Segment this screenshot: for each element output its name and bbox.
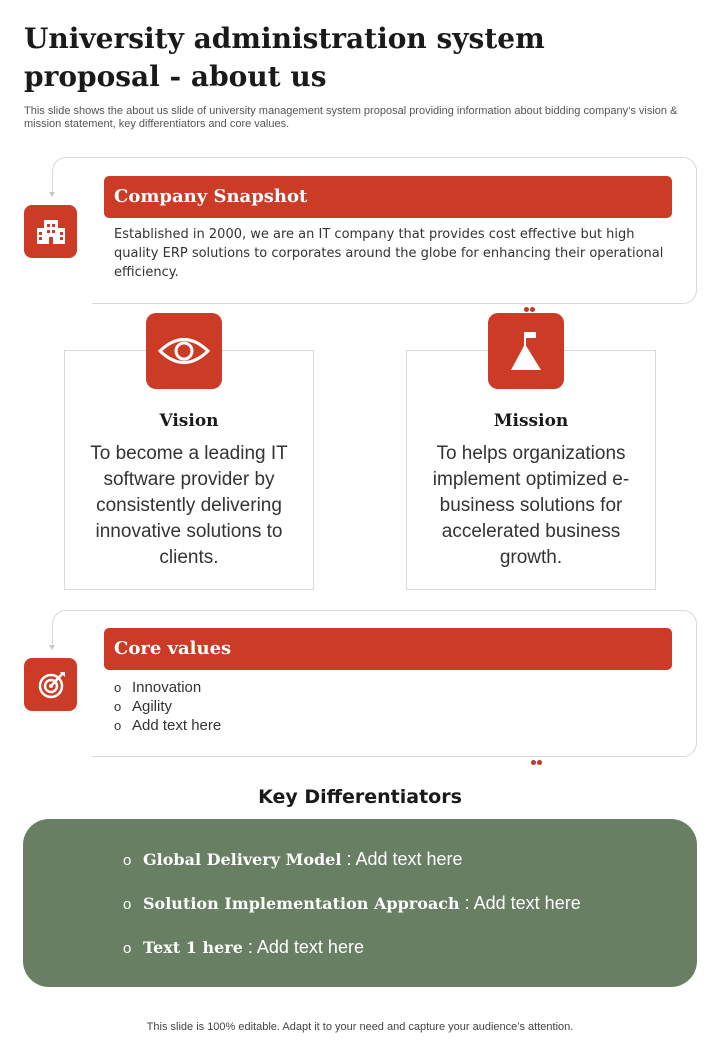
- differentiator-label: Solution Implementation Approach: [143, 894, 460, 913]
- differentiator-item: o Text 1 here : Add text here: [123, 937, 364, 957]
- list-item: o Innovation: [114, 678, 221, 697]
- vision-heading: Vision: [159, 411, 219, 431]
- core-values-icon-box: [24, 658, 77, 711]
- key-differentiators-panel: [23, 819, 697, 987]
- core-values-connector: [52, 610, 93, 647]
- differentiator-label: Global Delivery Model: [143, 850, 342, 869]
- page-title: University administration system proposal - about us: [24, 22, 545, 93]
- differentiator-item: o Solution Implementation Approach : Add text here: [123, 893, 581, 913]
- snapshot-text: Established in 2000, we are an IT company that provides cost effective but high quality ERP solutions to corporates around the globe for enhancing their operational efficiency.: [114, 227, 664, 280]
- snapshot-connector-arrow: [49, 192, 55, 197]
- target-icon: [36, 670, 66, 700]
- list-item: o Agility: [114, 697, 221, 716]
- list-item: o Add text here: [114, 716, 221, 735]
- snapshot-heading: Company Snapshot: [104, 176, 672, 218]
- differentiator-text: : Add text here: [242, 937, 364, 957]
- core-values-heading: Core values: [104, 628, 672, 670]
- footer-note: This slide is 100% editable. Adapt it to your need and capture your audience’s attention.: [146, 1021, 574, 1033]
- differentiator-text: : Add text here: [341, 849, 463, 869]
- vision-icon-box: [146, 313, 222, 389]
- vision-text: To become a leading IT software provider by consistently delivering innovative solutions to clients.: [90, 443, 288, 568]
- snapshot-icon-box: [24, 205, 77, 258]
- core-values-dots: [531, 752, 543, 770]
- differentiator-label: Text 1 here: [143, 938, 243, 957]
- differentiator-item: o Global Delivery Model : Add text here: [123, 849, 463, 869]
- building-icon: [35, 218, 67, 246]
- core-values-list: [114, 678, 221, 735]
- flag-mountain-icon: [508, 330, 544, 372]
- key-differentiators-heading: Key Differentiators: [258, 786, 462, 808]
- snapshot-connector: [52, 157, 93, 194]
- differentiator-text: : Add text here: [459, 893, 581, 913]
- mission-icon-box: [488, 313, 564, 389]
- mission-text: To helps organizations implement optimized e-business solutions for accelerated business growth.: [432, 443, 630, 568]
- core-values-connector-arrow: [49, 645, 55, 650]
- eye-icon: [158, 336, 210, 366]
- page-subtitle: This slide shows the about us slide of university management system proposal providing information about bidding company’s vision & mission statement, key differentiators and core values.: [24, 105, 678, 130]
- mission-heading: Mission: [493, 411, 569, 431]
